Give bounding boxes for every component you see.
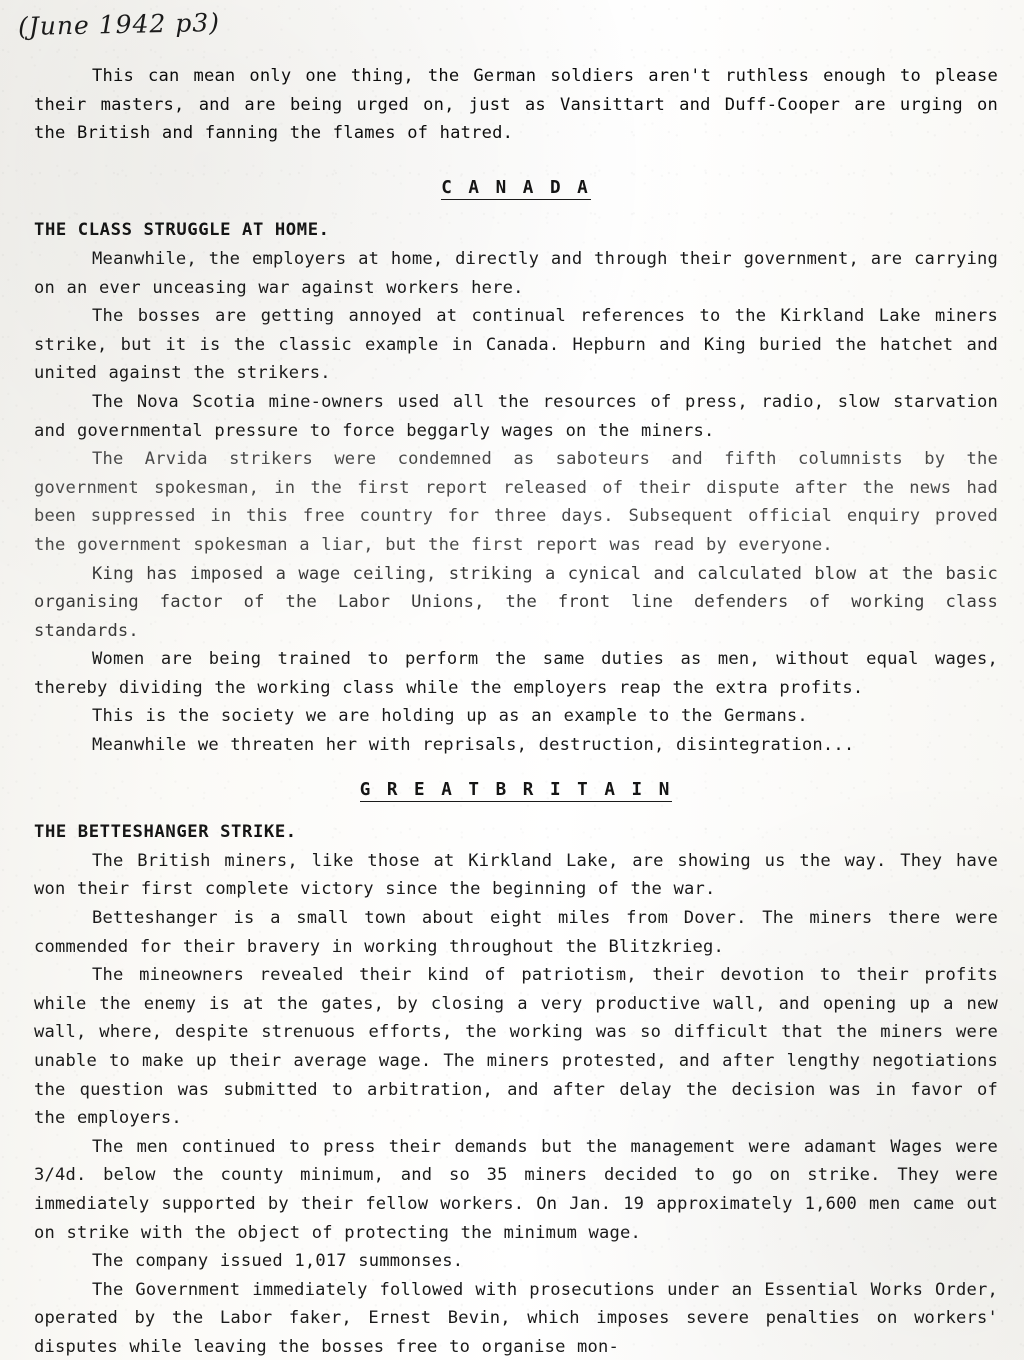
- section-heading-great-britain: [34, 776, 998, 805]
- paragraph-canada-2: The bosses are getting annoyed at continual references to the Kirkland Lake miners strike, but it is the classic example in Canada. Hepburn and King buried the hatchet and united against the strikers.: [34, 306, 998, 384]
- paragraph-britain-6: The Government immediately followed with prosecutions under an Essential Works Order, operated by the Labor faker, Ernest Bevin, which imposes severe penalties on workers' disputes while leaving the bosses free to organise mon-: [34, 1279, 998, 1357]
- paragraph-canada-7: This is the society we are holding up as an example to the Germans.: [92, 706, 808, 727]
- paragraph-canada-6: Women are being trained to perform the same duties as men, without equal wages, thereby dividing the working class while the employers reap the extra profits.: [34, 649, 998, 698]
- paragraph-canada-1: Meanwhile, the employers at home, directly and through their government, are carrying on an ever unceasing war against workers here.: [34, 248, 998, 298]
- paragraph-canada-4: The Arvida strikers were condemned as saboteurs and fifth columnists by the government spokesman, in the first report released of their dispute after the news had been suppressed in this free country for three days. Subsequent official enquiry proved the government spokesman a liar, but the first report was read by everyone.: [34, 449, 998, 555]
- section-heading-canada: [34, 174, 998, 203]
- paragraph-canada-3: The Nova Scotia mine-owners used all the resources of press, radio, slow starvation and governmental pressure to force beggarly wages on the miners.: [34, 391, 998, 441]
- section-heading-canada-text: C A N A D A: [441, 177, 591, 198]
- paragraph-britain-2: Betteshanger is a small town about eight miles from Dover. The miners there were commended for their bravery in working throughout the Blitzkrieg.: [34, 908, 998, 957]
- spacer: [34, 148, 998, 158]
- paragraph-britain-4: The men continued to press their demands but the management were adamant Wages were 3/4d. below the county minimum, and so 35 miners decided to go on strike. They were immediately supported by their fellow workers. On Jan. 19 approximately 1,600 men came out on strike with the object of protecting the minimum wage.: [34, 1136, 998, 1243]
- paragraph-britain-1: The British miners, like those at Kirkland Lake, are showing us the way. They have won their first complete victory since the beginning of the war.: [34, 850, 998, 900]
- handwritten-archival-annotation: (June 1942 p3): [17, 7, 221, 42]
- subheading-class-struggle-at-home: THE CLASS STRUGGLE AT HOME.: [34, 220, 330, 241]
- paragraph-canada-8: Meanwhile we threaten her with reprisals, destruction, disintegration...: [92, 735, 855, 756]
- section-heading-great-britain-text: G R E A T B R I T A I N: [359, 779, 673, 800]
- paragraph-canada-5: King has imposed a wage ceiling, striking a cynical and calculated blow at the basic organising factor of the Labor Unions, the front line defenders of working class standards.: [34, 563, 998, 641]
- paragraph-britain-3: The mineowners revealed their kind of patriotism, their devotion to their profits while the enemy is at the gates, by closing a very productive wall, and opening up a new wall, where, despite strenuous efforts, the working was so difficult that the miners were unable to make up their average wage. The miners protested, and after lengthy negotiations the question was submitted to arbitration, and after delay the decision was in favor of the employers.: [34, 965, 998, 1129]
- paragraph-opening: This can mean only one thing, the German soldiers aren't ruthless enough to please their masters, and are being urged on, just as Vansittart and Duff-Cooper are urging on the British and fanning the flames of hatred.: [34, 66, 998, 144]
- subheading-betteshanger-strike: THE BETTESHANGER STRIKE.: [34, 822, 297, 843]
- paragraph-britain-5: The company issued 1,017 summonses.: [92, 1251, 464, 1272]
